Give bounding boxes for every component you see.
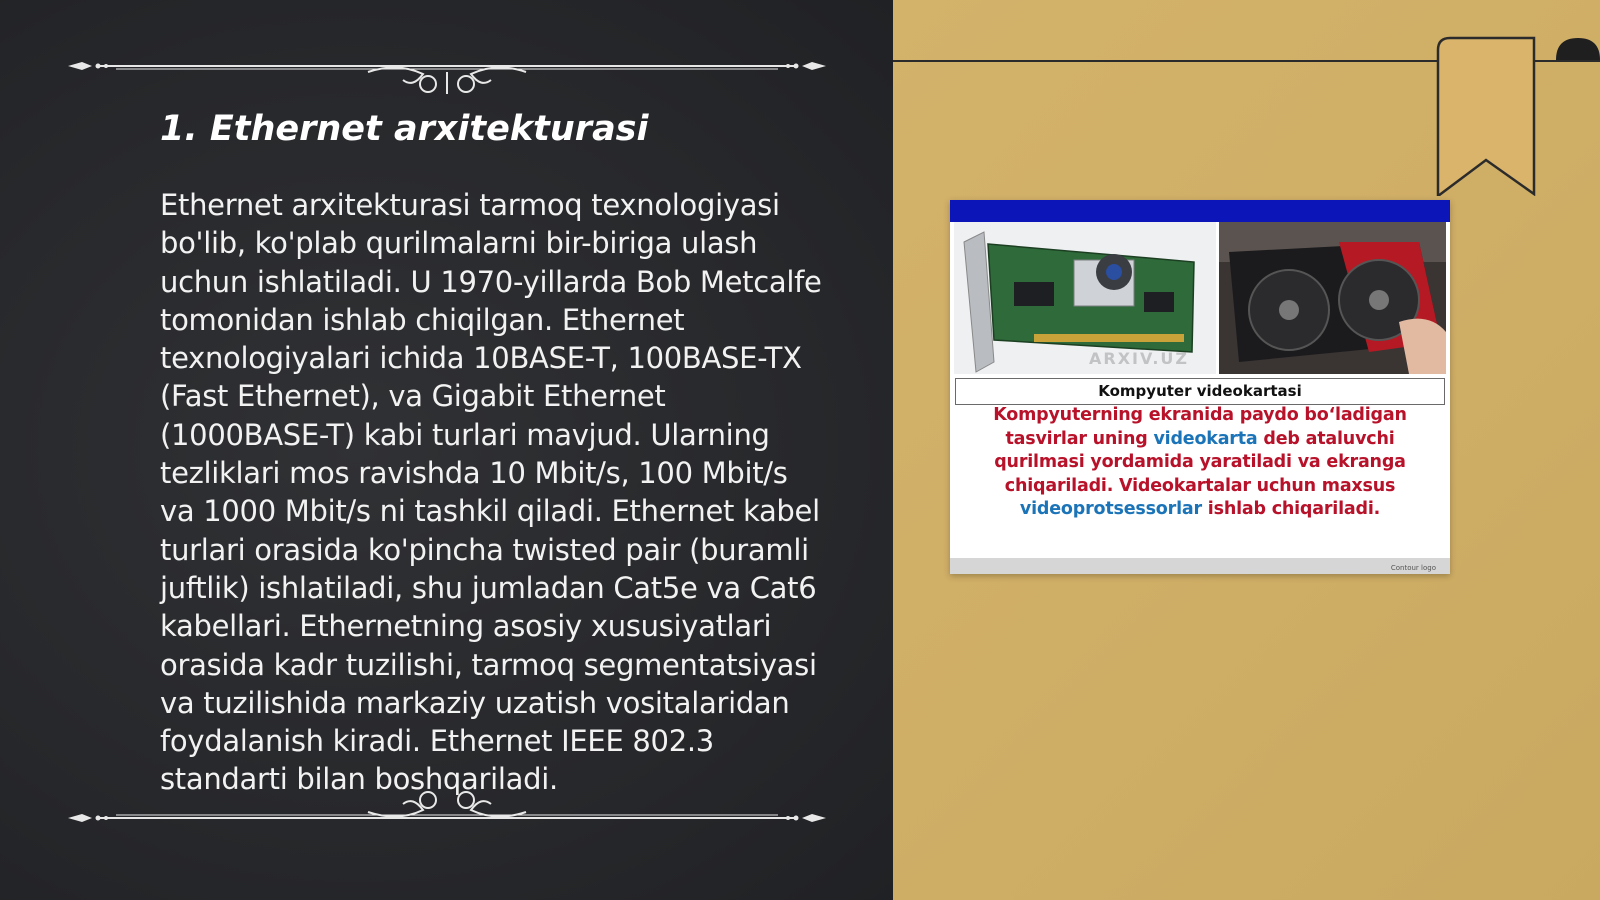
description-text-1: Kompyuterning ekranida paydo bo‘ladigan tasvirlar uning (993, 405, 1407, 449)
watermark-text: ARXIV.UZ (1089, 349, 1189, 368)
slide-body-text: Ethernet arxitekturasi tarmoq texnologiyasi bo'lib, ko'plab qurilmalarni bir-biriga ulash uchun ishlatiladi. U 1970-yillarda Bob Metcalfe tomonidan ishlab chiqilgan. Ethernet texnologiyalari ichida 10BASE-T, 100BASE-TX (Fast Ethernet), va Gigabit Ethernet (1000BASE-T) kabi turlari mavjud. Ularning tezliklari mos ravishda 10 Mbit/s, 100 Mbit/s va 1000 Mbit/s ni tashkil qiladi. Ethernet kabel turlari orasida ko'pincha twisted pair (buramli juftlik) ishlatiladi, shu jumladan Cat5e va Cat6 kabellari. Ethernetning asosiy xususiyatlari orasida kadr tuzilishi, tarmoq segmentatsiyasi va tuzilishida markaziy uzatish vositalaridan foydalanish kiradi. Ethernet IEEE 802.3 standarti bilan boshqariladi. (160, 188, 822, 797)
bookmark-ribbon-icon (1436, 36, 1536, 196)
scroll-knob-icon (1556, 36, 1600, 66)
videocard-image (950, 200, 1450, 574)
description-text-3: ishlab chiqariladi. (1201, 499, 1381, 519)
card-footer-text: Contour logo (1390, 564, 1436, 572)
card-top-bar (950, 200, 1450, 222)
description-text-2: deb ataluvchi qurilmasi yordamida yaratiladi va ekranga chiqariladi. Videokartalar uchun maxsus (994, 428, 1406, 496)
modern-graphics-card-photo (1219, 222, 1446, 374)
ornamental-divider-icon (68, 46, 826, 96)
image-description (960, 404, 1440, 522)
image-caption: Kompyuter videokartasi (955, 378, 1445, 405)
description-highlight-1: videokarta (1153, 428, 1258, 449)
description-highlight-2: videoprotsessorlar (1019, 499, 1202, 519)
ornamental-divider-bottom-icon (68, 790, 826, 840)
card-footer (950, 558, 1450, 574)
slide-title: 1. Ethernet arxitekturasi (160, 109, 649, 149)
graphics-card-photo (954, 222, 1216, 374)
